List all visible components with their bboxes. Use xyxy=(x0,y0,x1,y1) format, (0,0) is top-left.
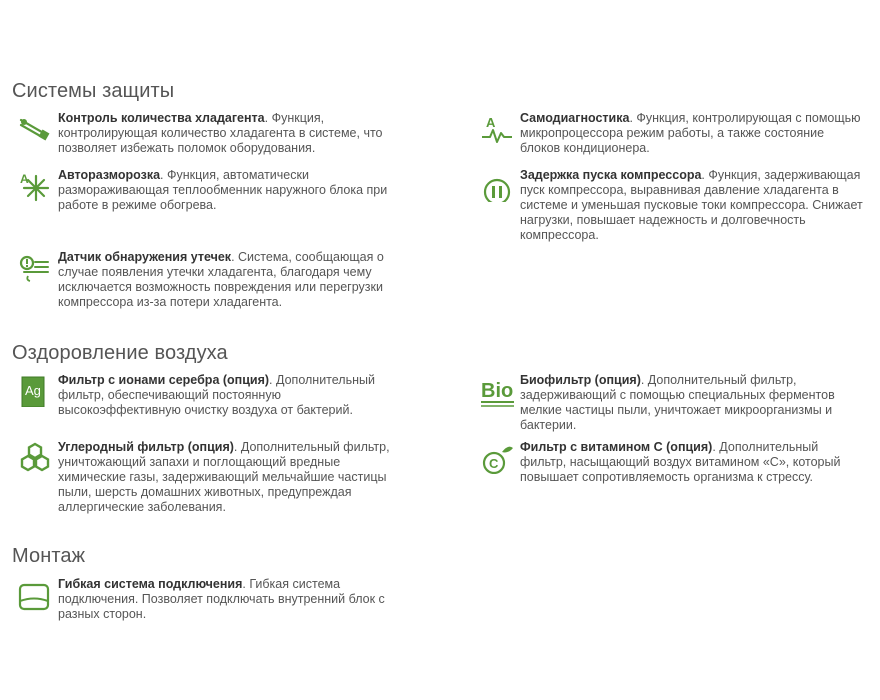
feature-text xyxy=(58,577,408,622)
feature-name: Авторазморозка xyxy=(58,168,161,182)
feature-desc: . Функция, автоматически размораживающая теплообменник наружного блока при работе в режиме обогрева. xyxy=(58,168,388,212)
auto-defrost-icon xyxy=(18,168,52,202)
feature-desc: . Гибкая система подключения. Позволяет подключать внутренний блок с разных сторон. xyxy=(58,577,385,621)
section-title-installation: Монтаж xyxy=(12,545,86,567)
silver-ion-icon xyxy=(18,373,52,407)
feature-desc: . Функция, контролирующая с помощью микропроцессора режим работы, а также состояние блоков кондиционера. xyxy=(520,111,861,155)
feature-desc: . Функция, задерживающая пуск компрессора, выравнивая давление хладагента в системе и уменьшая пусковые токи компрессора. Снижает нагрузки, повышает надежность и долговечность компрессора. xyxy=(520,168,863,242)
leak-detection-icon xyxy=(18,250,52,284)
svg-text:A: A xyxy=(20,172,29,186)
pause-icon xyxy=(480,168,514,202)
bio-filter-icon xyxy=(480,373,520,407)
feature-text xyxy=(58,250,403,310)
feature-name: Датчик обнаружения утечек xyxy=(58,250,232,264)
feature-text xyxy=(58,168,403,213)
feature-desc: . Дополнительный фильтр, насыщающий воздух витамином «С», который повышает сопротивляемость организма к стрессу. xyxy=(520,440,841,484)
feature-desc: . Функция, контролирующая количество хладагента в системе, что позволяет избежать поломок оборудования. xyxy=(58,111,383,155)
refrigerant-pipe-icon xyxy=(18,111,52,145)
feature-name: Самодиагностика xyxy=(520,111,630,125)
feature-text xyxy=(58,373,403,418)
feature-text xyxy=(520,168,865,243)
svg-text:A: A xyxy=(486,115,496,130)
feature-name: Углеродный фильтр (опция) xyxy=(58,440,234,454)
feature-name: Контроль количества хладагента xyxy=(58,111,265,125)
silver-ion-label: Ag xyxy=(25,383,41,398)
feature-name: Фильтр с витамином С (опция) xyxy=(520,440,713,454)
bio-label: Bio xyxy=(481,380,514,402)
self-diagnosis-icon xyxy=(480,111,514,145)
feature-text xyxy=(58,440,408,515)
feature-text xyxy=(520,111,865,156)
feature-desc: . Дополнительный фильтр, обеспечивающий постоянную высокоэффективную очистку воздуха от бактерий. xyxy=(58,373,375,417)
feature-name: Фильтр с ионами серебра (опция) xyxy=(58,373,270,387)
feature-name: Гибкая система подключения xyxy=(58,577,243,591)
vitamin-c-label: C xyxy=(489,456,499,471)
feature-text xyxy=(520,440,865,485)
feature-text xyxy=(58,111,398,156)
section-title-protection: Системы защиты xyxy=(12,80,175,102)
feature-desc: . Дополнительный фильтр, уничтожающий запахи и поглощающий вредные химические газы, задерживающий мельчайшие частицы пыли, шерсть домашних животных, предупреждая аллергические заболевания. xyxy=(58,440,390,514)
flexible-connection-icon xyxy=(18,577,52,611)
section-title-air-health: Оздоровление воздуха xyxy=(12,342,228,364)
feature-text xyxy=(520,373,865,433)
feature-desc: . Дополнительный фильтр, задерживающий с помощью специальных ферментов мелкие частицы пыли, уничтожает микроорганизмы и бактерии. xyxy=(520,373,835,432)
feature-desc: . Система, сообщающая о случае появления утечки хладагента, благодаря чему исключается возможность повреждения или перегрузки компрессора из-за потери хладагента. xyxy=(58,250,384,309)
carbon-filter-icon xyxy=(18,440,52,474)
feature-name: Биофильтр (опция) xyxy=(520,373,641,387)
vitamin-c-icon xyxy=(480,440,514,474)
feature-name: Задержка пуска компрессора xyxy=(520,168,702,182)
